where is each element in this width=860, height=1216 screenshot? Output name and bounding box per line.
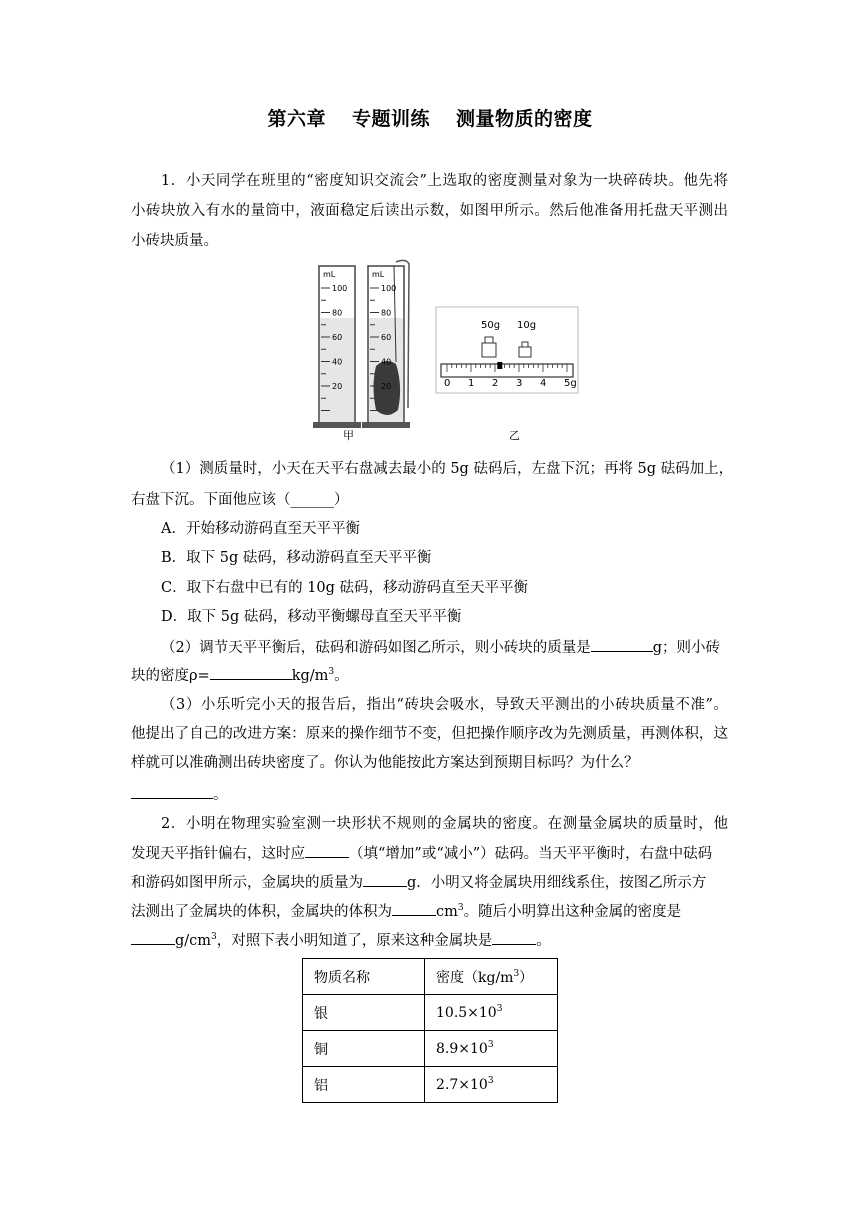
- q1-part2-text-a: （2）调节天平平衡后，砝码和游码如图乙所示，则小砖块的质量是: [161, 640, 591, 656]
- q1-part2-line-2: [131, 665, 349, 686]
- q2-line-5: [131, 930, 551, 951]
- figure-label-jia: 甲: [343, 429, 354, 442]
- table-cell-density-mantissa: 2.7×10: [436, 1076, 488, 1093]
- answer-blank-density[interactable]: [210, 665, 292, 680]
- rider-scale-bar: [441, 364, 573, 377]
- q1-part2-unit: kg/m: [291, 668, 329, 684]
- table-cell-density-exp: 3: [496, 1003, 503, 1014]
- q1-option-d: D．取下 5g 砝码，移动平衡螺母直至天平平衡: [161, 609, 462, 625]
- q2-line-4-text-a: 法测出了金属块的体积，金属块的体积为: [131, 904, 392, 920]
- answer-blank-volume[interactable]: [392, 901, 436, 916]
- cylinder-tick-label: 20: [381, 382, 392, 391]
- q1-part3-line-4: [131, 784, 228, 805]
- rider: [497, 362, 502, 369]
- q2-line-5-unit: g/cm: [175, 933, 212, 949]
- cylinder-tick-label: 100: [332, 284, 348, 293]
- scale-tick-label: 0: [444, 378, 451, 389]
- scale-tick-label: 5g: [564, 378, 577, 389]
- table-row: [303, 1031, 558, 1067]
- scale-tick-label: 1: [468, 378, 475, 389]
- q2-line-4: [131, 901, 681, 922]
- table-row: [303, 995, 558, 1031]
- answer-blank-metal-mass[interactable]: [363, 872, 407, 887]
- cylinder-tick-label: 40: [381, 357, 392, 367]
- density-table: [302, 958, 558, 1103]
- weight-50g-label: 50g: [481, 320, 501, 331]
- table-header-density: [425, 959, 558, 995]
- figure-balance: [435, 306, 579, 394]
- q1-option-a: A．开始移动游码直至天平平衡: [161, 521, 360, 537]
- answer-blank-metal-density[interactable]: [131, 930, 175, 945]
- q2-line-2-text-b: （填“增加”或“减小”）砝码。当天平平衡时，右盘中砝码: [349, 846, 713, 862]
- cylinder-right-unit: mL: [372, 270, 385, 279]
- q2-line-4-text-c: 。随后小明算出这种金属的密度是: [463, 904, 682, 920]
- table-cell-name: 铝: [303, 1067, 425, 1103]
- table-cell-density: [425, 995, 558, 1031]
- title-topic: 测量物质的密度: [456, 108, 593, 130]
- cylinder-tick-label: 20: [332, 382, 343, 391]
- q1-part1-line-1: （1）测质量时，小天在天平右盘减去最小的 5g 砝码后，左盘下沉；再将 5g 砝码加上，: [161, 461, 734, 477]
- q2-line-1: 2．小明在物理实验室测一块形状不规则的金属块的密度。在测量金属块的质量时，他: [161, 816, 728, 832]
- scale-tick-label: 2: [492, 378, 499, 389]
- q1-line-1: 1．小天同学在班里的“密度知识交流会”上选取的密度测量对象为一块碎砖块。他先将: [161, 173, 728, 189]
- table-header-density-sup: 3: [513, 968, 520, 979]
- answer-blank-reason[interactable]: [131, 784, 213, 799]
- q2-line-3-text-a: 和游码如图甲所示，金属块的质量为: [131, 875, 363, 891]
- table-header-density-end: ）: [519, 969, 534, 986]
- answer-blank-metal-type[interactable]: [492, 930, 536, 945]
- cylinder-left-unit: mL: [323, 270, 336, 279]
- title-chapter: 第六章: [267, 108, 326, 130]
- q1-part2-unit-sup: 3: [328, 667, 335, 677]
- cylinder-tick-label: 100: [381, 284, 397, 293]
- table-cell-density: [425, 1067, 558, 1103]
- figure-cylinders: [310, 258, 414, 428]
- q1-part3-end: 。: [213, 787, 228, 803]
- q1-option-b: B．取下 5g 砝码，移动游码直至天平平衡: [161, 550, 432, 566]
- table-cell-name: 铜: [303, 1031, 425, 1067]
- table-header-row: [303, 959, 558, 995]
- q1-part2-line-1: [161, 637, 720, 658]
- cylinder-tick-label: 80: [381, 308, 392, 318]
- q2-line-5-unit-sup: 3: [211, 932, 217, 942]
- cylinder-tick-label: 60: [332, 333, 343, 342]
- cylinder-left-base: [313, 422, 361, 428]
- answer-blank-add-remove[interactable]: [305, 843, 349, 858]
- answer-blank-mass[interactable]: [591, 637, 653, 652]
- table-header-density-text: 密度（kg/m: [436, 969, 514, 986]
- title-section: 专题训练: [351, 108, 430, 130]
- q2-line-4-unit-sup: 3: [457, 903, 464, 913]
- cylinder-tick-label: 80: [332, 308, 343, 318]
- q1-line-3: 小砖块质量。: [131, 233, 218, 249]
- table-cell-density-exp: 3: [487, 1039, 494, 1050]
- q1-part2-text-b: g；则小砖: [652, 640, 721, 656]
- q1-part3-line-3: 样就可以准确测出砖块密度了。你认为他能按此方案达到预期目标吗？为什么？: [131, 755, 639, 771]
- q1-line-2: 小砖块放入有水的量筒中，液面稳定后读出示数，如图甲所示。然后他准备用托盘天平测出: [131, 203, 728, 219]
- table-row: [303, 1067, 558, 1103]
- q2-line-3-text-b: g．小明又将金属块用细线系住，按图乙所示方: [407, 875, 707, 891]
- weight-10g-label: 10g: [517, 320, 537, 331]
- q1-part1-line-2: 右盘下沉。下面他应该（______）: [131, 492, 349, 508]
- q2-line-3: [131, 872, 706, 893]
- q1-part3-line-1: （3）小乐听完小天的报告后，指出“砖块会吸水，导致天平测出的小砖块质量不准”。: [161, 697, 728, 713]
- q1-part3-line-2: 他提出了自己的改进方案：原来的操作细节不变，但把操作顺序改为先测质量，再测体积，这: [131, 726, 728, 742]
- table-header-name: 物质名称: [303, 959, 425, 995]
- q2-line-2: [131, 843, 712, 864]
- table-cell-density-mantissa: 10.5×10: [436, 1004, 497, 1021]
- figure-label-yi: 乙: [509, 429, 520, 442]
- q1-option-c: C．取下右盘中已有的 10g 砝码，移动游码直至天平平衡: [161, 580, 529, 596]
- table-cell-density-mantissa: 8.9×10: [436, 1040, 488, 1057]
- q2-line-5-text: ，对照下表小明知道了，原来这种金属块是: [216, 933, 493, 949]
- scale-tick-label: 4: [540, 378, 547, 389]
- page-title: [0, 104, 860, 131]
- q2-line-4-unit: cm: [436, 904, 458, 920]
- table-cell-density: [425, 1031, 558, 1067]
- cylinder-tick-label: 60: [381, 333, 392, 342]
- scale-tick-label: 3: [516, 378, 523, 389]
- cylinder-tick-label: 40: [332, 357, 343, 367]
- cylinder-right-base: [362, 422, 410, 428]
- table-cell-density-exp: 3: [487, 1075, 494, 1086]
- q2-line-2-text-a: 发现天平指针偏右，这时应: [131, 846, 305, 862]
- q2-line-5-end: 。: [536, 933, 551, 949]
- q1-part2-text-d: 。: [334, 668, 349, 684]
- table-cell-name: 银: [303, 995, 425, 1031]
- q1-part2-text-c: 块的密度ρ=: [131, 668, 210, 684]
